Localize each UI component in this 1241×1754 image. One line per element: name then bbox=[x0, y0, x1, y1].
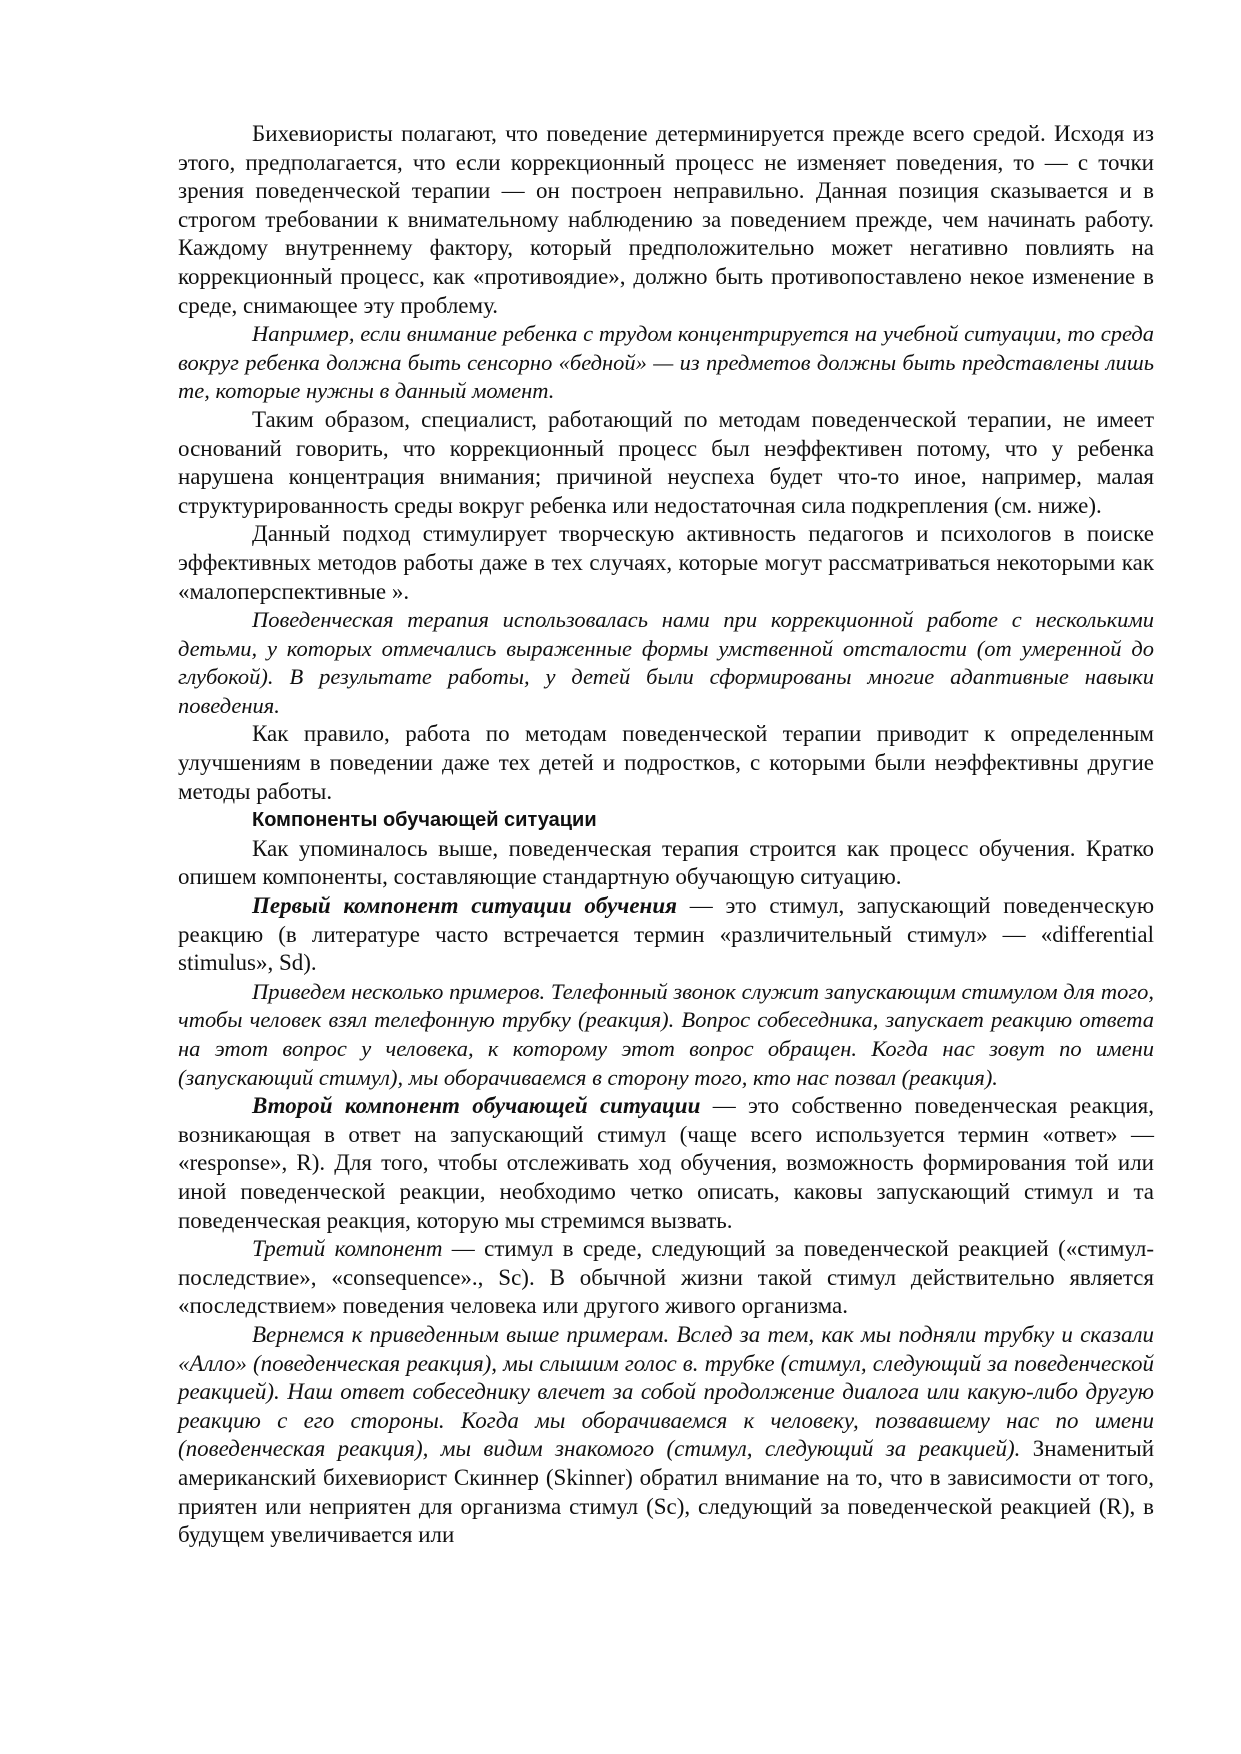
second-component-term: Второй компонент обучающей ситуации bbox=[252, 1093, 701, 1119]
third-component-examples-italic: Вернемся к приведенным выше примерам. Вслед за тем, как мы подняли трубку и сказали «Алло» (поведенческая реакция), мы слышим голос в. трубке (стимул, следующий за поведенческой реакцией). Наш ответ собеседнику влечет за собой продолжение диалога или какую-либо другую реакцию с его стороны. Когда мы оборачиваемся к человеку, позвавшему нас по имени (поведенческая реакция), мы видим знакомого (стимул, следующий за реакцией). bbox=[178, 1321, 1154, 1462]
paragraph-first-component-examples: Приведем несколько примеров. Телефонный звонок служит запускающим стимулом для того, чтобы человек взял телефонную трубку (реакция). Вопрос собеседника, запускает реакцию ответа на этот вопрос у человека, к которому этот вопрос обращен. Когда нас зовут по имени (запускающий стимул), мы оборачиваемся в сторону того, кто нас позвал (реакция). bbox=[178, 978, 1154, 1090]
third-component-term: Третий компонент bbox=[252, 1236, 443, 1262]
paragraph-creative-activity: Данный подход стимулирует творческую активность педагогов и психологов в поиске эффективных методов работы даже в тех случаях, которые могут рассматриваться некоторыми как «малоперспективные ». bbox=[178, 521, 1154, 604]
paragraph-specialist-reasoning: Таким образом, специалист, работающий по методам поведенческой терапии, не имеет оснований говорить, что коррекционный процесс был неэффективен потому, что у ребенка нарушена концентрация внимания; причиной неуспеха будет что-то иное, например, малая структурированность среды вокруг ребенка или недостаточная сила подкрепления (см. ниже). bbox=[178, 406, 1154, 518]
second-component-description: — это собственно поведенческая реакция, возникающая в ответ на запускающий стимул (чаще всего используется термин «ответ» — «response», R). Для того, чтобы отслеживать ход обучения, возможность формирования той или иной поведенческой реакции, необходимо четко описать, каковы запускающий стимул и та поведенческая реакция, которую мы стремимся вызвать. bbox=[178, 1093, 1154, 1233]
skinner-observation: Знаменитый американский бихевиорист Скиннер (Skinner) обратил внимание на то, что в зависимости от того, приятен или неприятен для организма стимул (Sc), следующий за поведенческой реакцией (R), в будущем увеличивается или bbox=[178, 1436, 1155, 1548]
paragraph-therapy-experience: Поведенческая терапия использовалась нами при коррекционной работе с несколькими детьми, у которых отмечались выраженные формы умственной отсталости (от умеренной до глубокой). В результате работы, у детей были сформированы многие адаптивные навыки поведения. bbox=[178, 607, 1154, 718]
paragraph-third-component bbox=[178, 1235, 1154, 1321]
paragraph-first-component bbox=[178, 892, 1154, 978]
paragraph-behaviorists-environment: Бихевиористы полагают, что поведение детерминируется прежде всего средой. Исходя из этого, предполагается, что если коррекционный процесс не изменяет поведения, то — с точки зрения поведенческой терапии — он построен неправильно. Данная позиция сказывается и в строгом требовании к внимательному наблюдению за поведением прежде, чем начинать работу. Каждому внутреннему фактору, который предположительно может негативно повлиять на коррекционный процесс, как «противоядие», должно быть противопоставлено некое изменение в среде, снимающее эту проблему. bbox=[178, 121, 1154, 318]
section-heading-learning-components: Компоненты обучающей ситуации bbox=[252, 809, 597, 832]
paragraph-example-sensory-environment: Например, если внимание ребенка с трудом концентрируется на учебной ситуации, то среда вокруг ребенка должна быть сенсорно «бедной» — из предметов должны быть представлены лишь те, которые нужны в данный момент. bbox=[178, 321, 1154, 404]
paragraph-second-component bbox=[178, 1092, 1154, 1235]
third-component-description: — стимул в среде, следующий за поведенческой реакцией («стимул-последствие», «consequence»., Sc). В обычной жизни такой стимул действительно является «последствием» поведения человека или другого живого организма. bbox=[178, 1236, 1154, 1319]
first-component-term: Первый компонент ситуации обучения bbox=[252, 893, 677, 919]
document-page bbox=[178, 120, 1154, 1550]
first-component-description: — это стимул, запускающий поведенческую реакцию (в литературе часто встречается термин «различительный стимул» — «differential stimulus», Sd). bbox=[178, 893, 1155, 976]
paragraph-therapy-results: Как правило, работа по методам поведенческой терапии приводит к определенным улучшениям в поведении даже тех детей и подростков, с которыми были неэффективны другие методы работы. bbox=[178, 721, 1154, 804]
paragraph-learning-process: Как упоминалось выше, поведенческая терапия строится как процесс обучения. Кратко опишем компоненты, составляющие стандартную обучающую ситуацию. bbox=[178, 835, 1154, 890]
paragraph-third-component-examples bbox=[178, 1321, 1154, 1550]
